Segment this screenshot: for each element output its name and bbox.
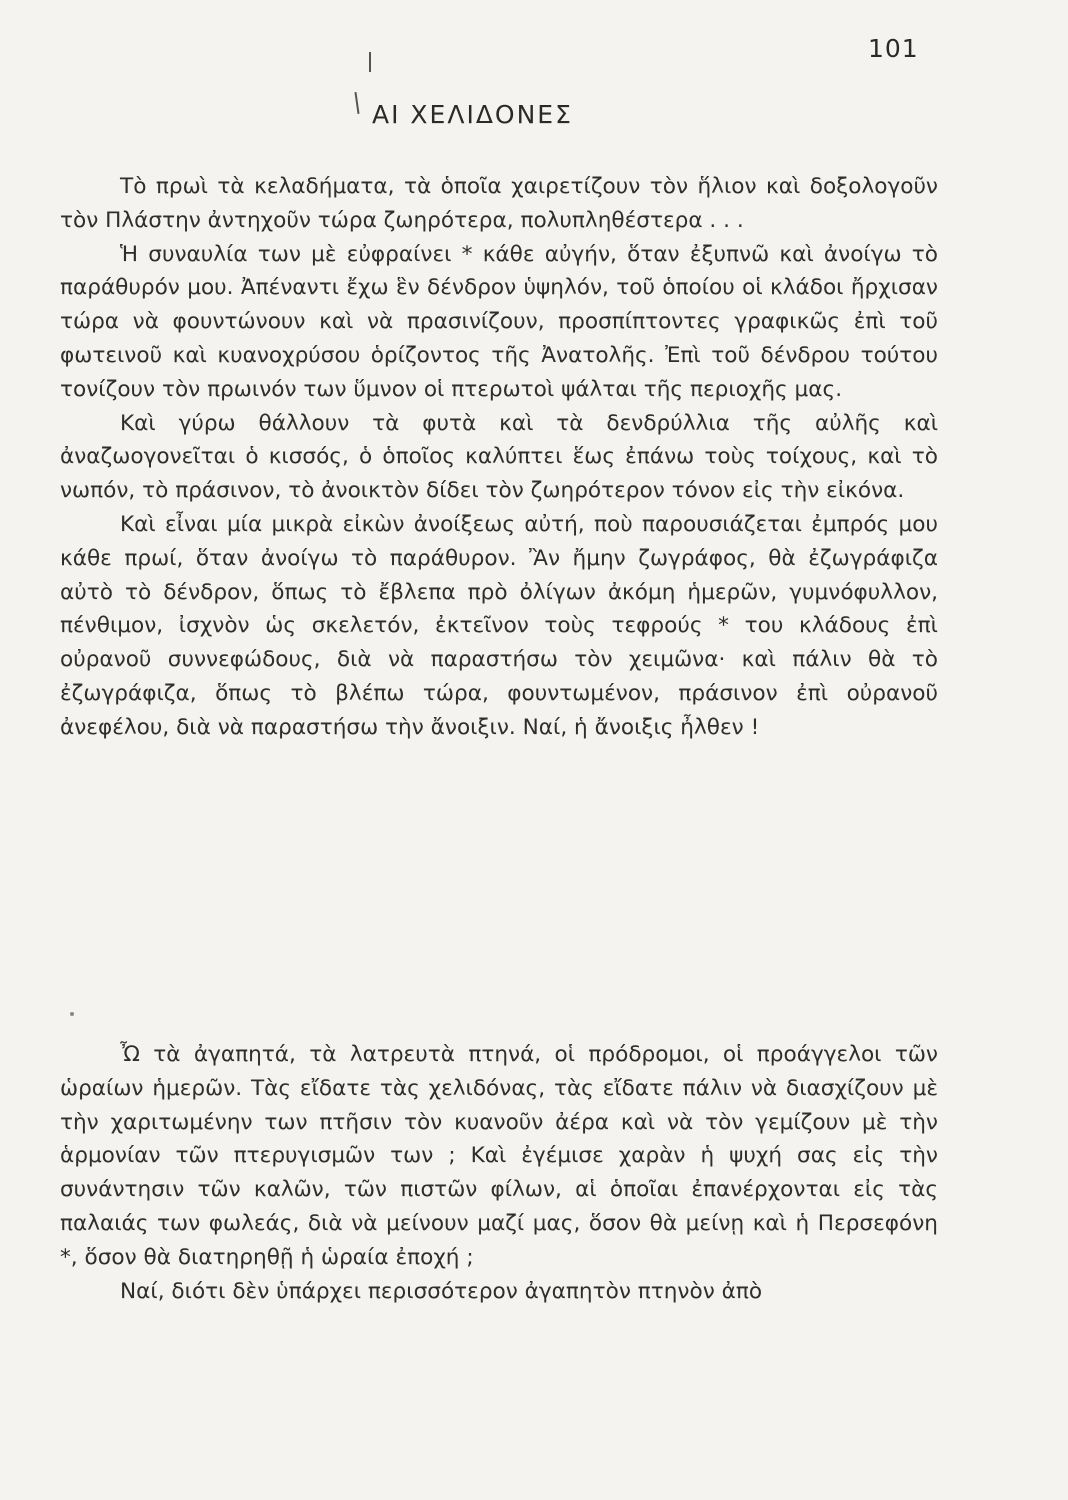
paragraph: Καὶ εἶναι μία μικρὰ εἰκὼν ἀνοίξεως αὐτή, ποὺ παρουσιάζεται ἐμπρός μου κάθε πρωί, ὅταν ἀνοίγω τὸ παράθυρον. Ἂν ἤμην ζωγράφος, θὰ ἐζωγράφιζα αὐτὸ τὸ δένδρον, ὅπως τὸ ἔβλεπα πρὸ ὀλίγων ἀκόμη ἡμερῶν, γυμνόφυλλον, πένθιμον, ἰσχνὸν ὡς σκελετόν, ἐκτεῖνον τοὺς τεφρούς * του κλάδους ἐπὶ οὐρανοῦ συννεφώδους, διὰ νὰ παραστήσω τὸν χειμῶνα· καὶ πάλιν θὰ τὸ ἐζωγράφιζα, ὅπως τὸ βλέπω τώρα, φουντωμένον, πράσινον ἐπὶ οὐρανοῦ ἀνεφέλου, διὰ νὰ παραστήσω τὴν ἄνοιξιν. Ναί, ἡ ἄνοιξις ἦλθεν ! (60, 511, 938, 740)
paragraph: Ὦ τὰ ἀγαπητά, τὰ λατρευτὰ πτηνά, οἱ πρόδρομοι, οἱ προάγγελοι τῶν ὡραίων ἡμερῶν. Τὰς εἴδατε τὰς χελιδόνας, τὰς εἴδατε πάλιν νὰ διασχίζουν μὲ τὴν χαριτωμένην των πτῆσιν τὸν κυανοῦν ἀέρα καὶ νὰ τὸν γεμίζουν μὲ τὴν ἁρμονίαν τῶν πτερυγισμῶν των ; Καὶ ἐγέμισε χαρὰν ἡ ψυχή σας εἰς τὴν συνάντησιν τῶν καλῶν, τῶν πιστῶν φίλων, αἱ ὁποῖαι ἐπανέρχονται εἰς τὰς παλαιάς των φωλεάς, διὰ νὰ μείνουν μαζί μας, ὅσον θὰ μείνῃ καὶ ἡ Περσεφόνη *, ὅσον θὰ διατηρηθῇ ἡ ὡραία ἐποχή ; (60, 1042, 938, 1270)
section-2 (60, 1038, 938, 1308)
margin-speck (70, 1012, 74, 1016)
page-number: 101 (868, 34, 919, 63)
chapter-title: ΑΙ ΧΕΛΙΔΟΝΕΣ (372, 100, 573, 129)
paragraph: Καὶ γύρω θάλλουν τὰ φυτὰ καὶ τὰ δενδρύλλια τῆς αὐλῆς καὶ ἀναζωογονεῖται ὁ κισσός, ὁ ὁποῖος καλύπτει ἕως ἐπάνω τοὺς τοίχους, καὶ τὸ νωπόν, τὸ πράσινον, τὸ ἀνοικτὸν δίδει τὸν ζωηρότερον τόνον εἰς τὴν εἰκόνα. (60, 410, 938, 504)
section-1 (60, 170, 938, 745)
paragraph: Ναί, διότι δὲν ὑπάρχει περισσότερον ἀγαπητὸν πτηνὸν ἀπὸ (120, 1278, 763, 1304)
scan-mark (369, 52, 371, 72)
paragraph: Τὸ πρωὶ τὰ κελαδήματα, τὰ ὁποῖα χαιρετίζουν τὸν ἥλιον καὶ δοξολογοῦν τὸν Πλάστην ἀντηχοῦν τώρα ζωηρότερα, πολυπληθέστερα . . . (60, 174, 938, 233)
scan-mark (354, 92, 359, 114)
paragraph: Ἡ συναυλία των μὲ εὐφραίνει * κάθε αὐγήν, ὅταν ἐξυπνῶ καὶ ἀνοίγω τὸ παράθυρόν μου. Ἀπέναντι ἔχω ἓν δένδρον ὑψηλόν, τοῦ ὁποίου οἱ κλάδοι ἤρχισαν τώρα νὰ φουντώνουν καὶ νὰ πρασινίζουν, προσπίπτοντες γραφικῶς ἐπὶ τοῦ φωτεινοῦ καὶ κυανοχρύσου ὁρίζοντος τῆς Ἀνατολῆς. Ἐπὶ τοῦ δένδρου τούτου τονίζουν τὸν πρωινόν των ὕμνον οἱ πτερωτοὶ ψάλται τῆς περιοχῆς μας. (60, 241, 938, 402)
